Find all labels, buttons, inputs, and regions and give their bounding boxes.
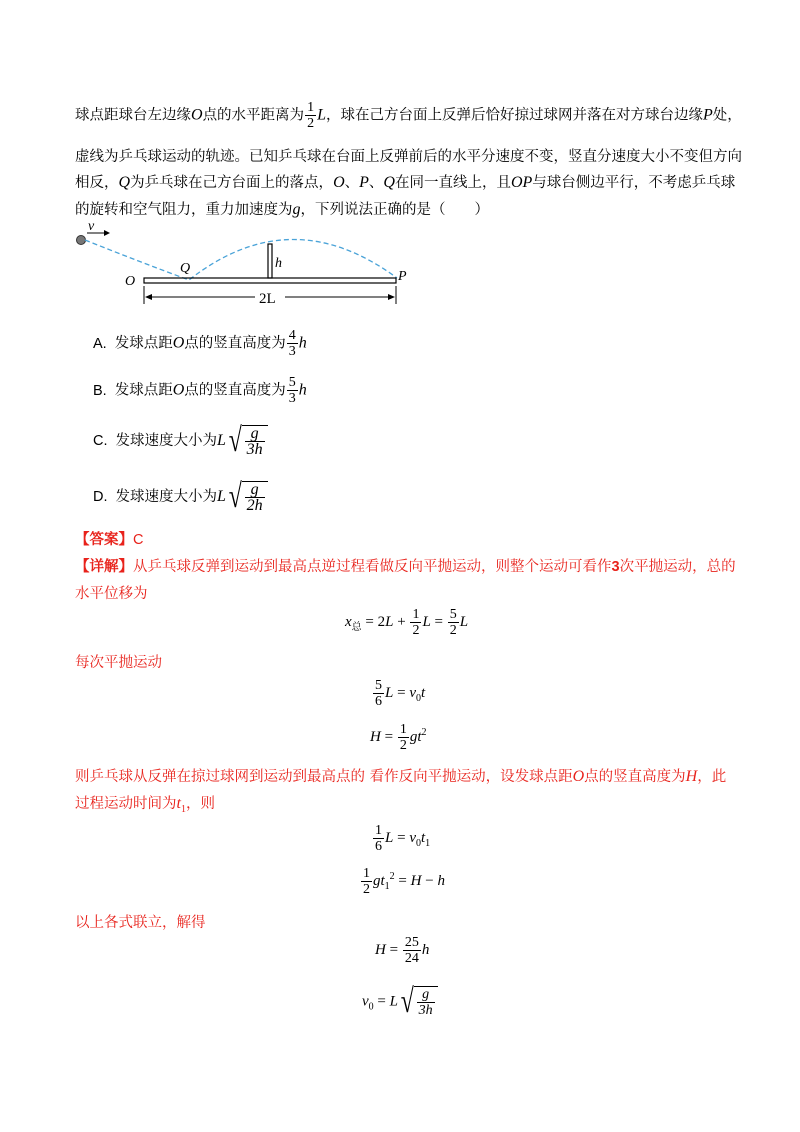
question-line-2: 虚线为乒乓球运动的轨迹。已知乒乓球在台面上反弹前后的水平分速度不变，竖直分速度大小不变但方向 (75, 149, 742, 165)
question-line-1: 球点距球台左边缘O点的水平距离为 $\frac{1}{2}$ L，球在己方台面上反弹后恰好掠过球网并落在对方球台边缘P处， (75, 100, 742, 131)
equation-vertical: H = $\frac{1}{2}$ $gt^2$ (370, 722, 427, 753)
option-a[interactable]: A. 发球点距O点的竖直高度为 $\frac{4}{3}$ h (93, 328, 307, 359)
equation-horizontal: $\frac{5}{6}$ $L = v_0t$ (375, 678, 426, 709)
explain-line-1: 【详解】从乒乓球反弹到运动到最高点逆过程看做反向平抛运动，则整个运动可看作3次平抛运动，总的 (75, 559, 736, 575)
serve-ball (77, 236, 86, 245)
dim-label-2L: 2L (259, 291, 276, 307)
explain-line-3: 每次平抛运动 (75, 655, 162, 671)
explain-line-6: 以上各式联立，解得 (75, 915, 206, 931)
point-O-label: O (125, 274, 136, 289)
table-top (144, 278, 396, 283)
option-b[interactable]: B. 发球点距O点的竖直高度为 $\frac{5}{3}$ h (93, 375, 307, 406)
explain-line-2: 水平位移为 (75, 586, 148, 602)
explain-line-4: 则乒乓球从反弹在掠过球网到运动到最高点的 看作反向平抛运动，设发球点距O点的竖直高度为H，此 (75, 768, 727, 785)
net (268, 244, 272, 278)
answer-line: 【答案】C (75, 532, 144, 548)
equation-result-H: H = $\frac{25}{24}$ h (375, 935, 430, 966)
question-line-3: 相反，Q为乒乓球在己方台面上的落点，O、P、Q在同一直线上，且OP与球台侧边平行，不考虑乒乓球 (75, 174, 736, 191)
point-P-label: P (398, 269, 407, 284)
equation-t1-horizontal: $\frac{1}{6}$ $L = v_0t_1$ (375, 823, 431, 854)
velocity-arrowhead (104, 230, 110, 236)
point-Q-label: Q (180, 261, 191, 276)
dim-arrow-right (388, 294, 395, 300)
question-line-4: 的旋转和空气阻力，重力加速度为g，下列说法正确的是（ ） (75, 201, 489, 218)
option-c[interactable]: C. 发球速度大小为L √ $\frac{g}{3h}$ (93, 424, 268, 458)
equation-result-v0: $v_0 = L$ √ $\frac{g}{3h}$ (362, 985, 438, 1019)
explain-line-5: 过程运动时间为$t_1$，则 (75, 795, 215, 815)
dim-arrow-left (145, 294, 152, 300)
net-height-label: h (275, 256, 282, 271)
equation-t1-vertical: $\frac{1}{2}$ $gt_1^2 = H - h$ (363, 866, 445, 897)
velocity-label: v (88, 220, 95, 234)
sqrt-expression: √ $\frac{g}{3h}$ (226, 424, 268, 458)
table-tennis-figure (70, 220, 420, 310)
equation-total-displacement: $x_总 = 2L$ + $\frac{1}{2}$ L = $\frac{5}{2}$ L (345, 607, 469, 638)
option-d[interactable]: D. 发球速度大小为L √ $\frac{g}{2h}$ (93, 480, 268, 514)
fraction-half: $\frac{1}{2}$ (307, 100, 315, 131)
sqrt-expression: √ $\frac{g}{2h}$ (226, 480, 268, 514)
